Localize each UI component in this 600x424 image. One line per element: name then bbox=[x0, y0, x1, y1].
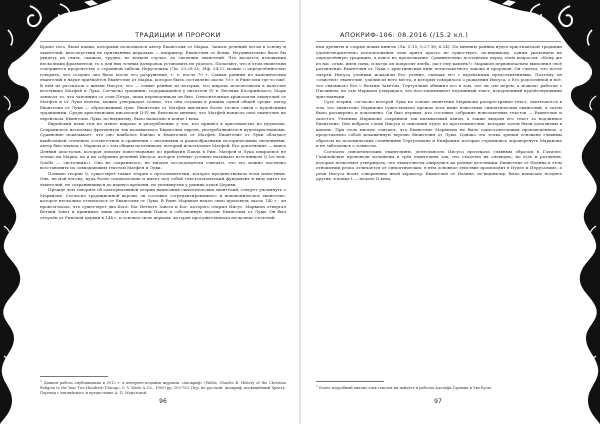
footnote-right bbox=[316, 384, 562, 391]
footnote-text: Более подробный анализ этих текстов вы найдёте в работах Адольфа Гарнака и Уве Кузы. bbox=[319, 386, 492, 391]
paragraph: Суть теории, согласно которой Лука на основе евангелия Маркиона распространил текст, заключается в том, что евангелие Маркиона существовало прежде всех ныне известных синоптических евангелий, а затем было расширено и дополнено. Он был первым, кто составил собрание новозаветных текстов — Евангелие и Апостол. Ученики Маркиона сохранили так называемый канон, а также выдали его текст за подлинное Евангелие. Оно вобрало слова Иисуса и описания чудес из протоевангелия, которые затем были дополнены в каноне. При этом многие считают, что Евангелие Маркиона не было самостоятельным произведением, а представляло собой искажённую версию Евангелия от Луки. Однако эта точка зрения основана главным образом на полемических сочинениях Тертуллиана и Епифания, которые стремились опровергнуть Маркиона и не заботились о точности. bbox=[316, 99, 562, 148]
right-page bbox=[300, 0, 600, 424]
paragraph: Кроме того, были папки, которыми пользовался автор Евангелия от Марка. Записи речений легли в основу и евангелий, впоследствии не признанных церковью — например, Евангелия от Фомы. Неудивительно было бы увидеть их связь, скажем, трудно; во всяком случае, до сведения евангелий. Что касается изложения нескольких фрагментов, то о для них точных датировок установить не удалось. Полагают, что в этом евангелии содержится пророчество о страшной гибели Иерусалима (Лк. 23:28-31; Мф. 24:2), можно с определённостью говорить, что создано оно было после его разрушения, т. е. после 70 г. Самым ранним из канонических евангелий в науке признаётся Евангелие от Марка, которое было составлено около 70 г. в Риме или где-то ещё. В нём из рассказов о жизни Иисуса, его — самые ранние из которых, его широко использовали в качестве источника Матфей и Лука. Согласно традиции, содержащейся у писателя IV в. Евсевия Кесарийского, Марк записал то, что запомнил со слов Петра, чьим переводчиком он был. Относительная хронология евангелий от Матфея и от Луки неясна; можно утверждать только, что они созданы в рамках одной общей среды: автор Евангелия от Луки — образованный грек. Евангелие от Матфея выглядит более теснее связи с иудейскими традициями. Среди христианских писателей II-IV вв. бытовало мнение, что Матфей написал своё евангелие на еврейском. Евангелие Луки, по-видимому, было написано в конце I века. bbox=[40, 44, 286, 121]
footnote-left bbox=[40, 379, 286, 396]
footnote-rule-left bbox=[40, 376, 108, 377]
header-rule-right bbox=[316, 41, 561, 42]
paragraph: Еврейский язык тем не менее широко в употреблении у тех, кто пришёл в христианство из иудаизма. Сохранилось несколько фрагментов так называемого Евангелия евреев, употреблявшегося иудеохристианами. Сравнение показывает, что оно наиболее близко к Евангелию от Матфея. Евангелие от Луки обладает наибольшей степенью соответствия в сравнении с писаниями и разнообразными историческими сведениями; автор был знаком с Марком и с тем общим источником, который использовал Матфей. Его дополнение — книга Деяний апостолов, которая доводит повествование до прибытия Павла в Рим. Матфей и Лука опирались не только на Марка, но и на собрание речений Иисуса, которое учёные условно называют источником Q (от нем. Quelle — «источник»). Оно не сохранилось, но многие исследователи считают, что его можно частично восстановить по совпадающим текстам Матфея и Луки. bbox=[40, 121, 286, 170]
margin-ornament-right bbox=[564, 36, 600, 424]
running-head-right: АПОКРИФ-106: 08.2016 (/15.2 кл.) bbox=[340, 31, 469, 39]
running-head-left: ТРАДИЦИИ И ПРОРОКИ bbox=[135, 31, 221, 39]
paragraph: ном древнем и старых новых книгах (Лк. 5:15; 5:27-38; 6:24). По мнению ранних иудео-христианской традиции удовлетворительно использования этих притч просто не существует, по-видимому, одним указанием на определённую традицию, а вовсе не предложение. Сравнительно поставлено перед этим вопросом: «Кому же из вас, отцы, имея сына, и когда он попросит хлеба, даст ему камень?» Маркион первоначально выполнил своё различение Евангелия от Луки с христианских книг ветхозаветного закона и пророков. Он считал, что после смерти Иисуса ученики исказили Его учение, смешав его с иудейскими представлениями. Поэтому он «очистил» евангелие, удалив из него места, в которых говорилось о рождении Иисуса, о Его родословной и всё, что связывало Его с Ветхим Заветом. Тертуллиан обвинил его в том, что он «не пером, а ножом» работал с Писанием, но сам Маркион утверждал, что восстанавливает подлинный текст, испорченный иудействующими христианами. bbox=[316, 44, 562, 99]
body-text-right bbox=[316, 44, 562, 378]
footnote-rule-right bbox=[316, 381, 384, 382]
footnote-text: Данная работа опубликована в 2012 г. в интернет-издании журнала «Апокриф» (Wallis, Charles B. History of the Christian Religion to the Year Two Hundred (Chicago, C. V. Waite & Co., 1900) pp. 103-703. Пер. на русский: Апокриф, посвящённый Христу. Перевод с английского и предисловие А. П. Морозовой. bbox=[40, 381, 286, 395]
margin-ornament-left bbox=[0, 36, 36, 424]
body-text-left bbox=[40, 44, 286, 372]
header-rule-left bbox=[40, 41, 285, 42]
paragraph: Помимо теории Q, существует также теория о протоевангелии, которое предшествовало всем известным. Она, на мой взгляд, куда более основательна и имеет под собой текстологический фундамент в виде цитат из евангелий, не сохранившихся до нашего времени, но упомянутых у ранних отцов Церкви. bbox=[40, 170, 286, 187]
page-number-left: 96 bbox=[159, 398, 167, 405]
paragraph: Прежде чем говорить об альтернативной теории написания синоптических евангелий, следует упомянуть о Маркионе. Согласно традиционной версии, он составил «отредактированное» и неканоническое евангелие, которое несколько отличалось от Евангелия от Луки. В Риме Маркион начал свою проповедь около 140 г.; он провозгласил, что существует два Бога: Бог Ветхого Завета и Бог, которого открыл Иисус. Маркион отвергал Ветхий Завет и принимал лишь десять посланий Павла и собственную версию Евангелия от Луки. Он был отлучён от Римской церкви в 144 г. и основал свою церковь, которая просуществовала несколько столетий. bbox=[40, 187, 286, 220]
footnote-marker: 1 bbox=[40, 379, 42, 383]
page-number-right: 97 bbox=[434, 398, 442, 405]
footnote-marker: 1 bbox=[316, 384, 318, 388]
paragraph: Согласно синоптическим евангелиям, деятельность Иисуса протекала главным образом в Галилее. Галилейские проповеди изложены в трёх евангелиях так, что сходство их очевидно; но есть и различия, которые позволяют утверждать, что евангелисты опирались на разные источники. Евангелие от Иоанна в этом отношении резко отличается от синоптических: в нём основное действие происходит в Иудее и Иерусалиме, а речи Иисуса носят совершенно иной характер. Евангелие от Иоанна, по-видимому, было написано позднее других, в конце I — начале II века. bbox=[316, 148, 562, 181]
